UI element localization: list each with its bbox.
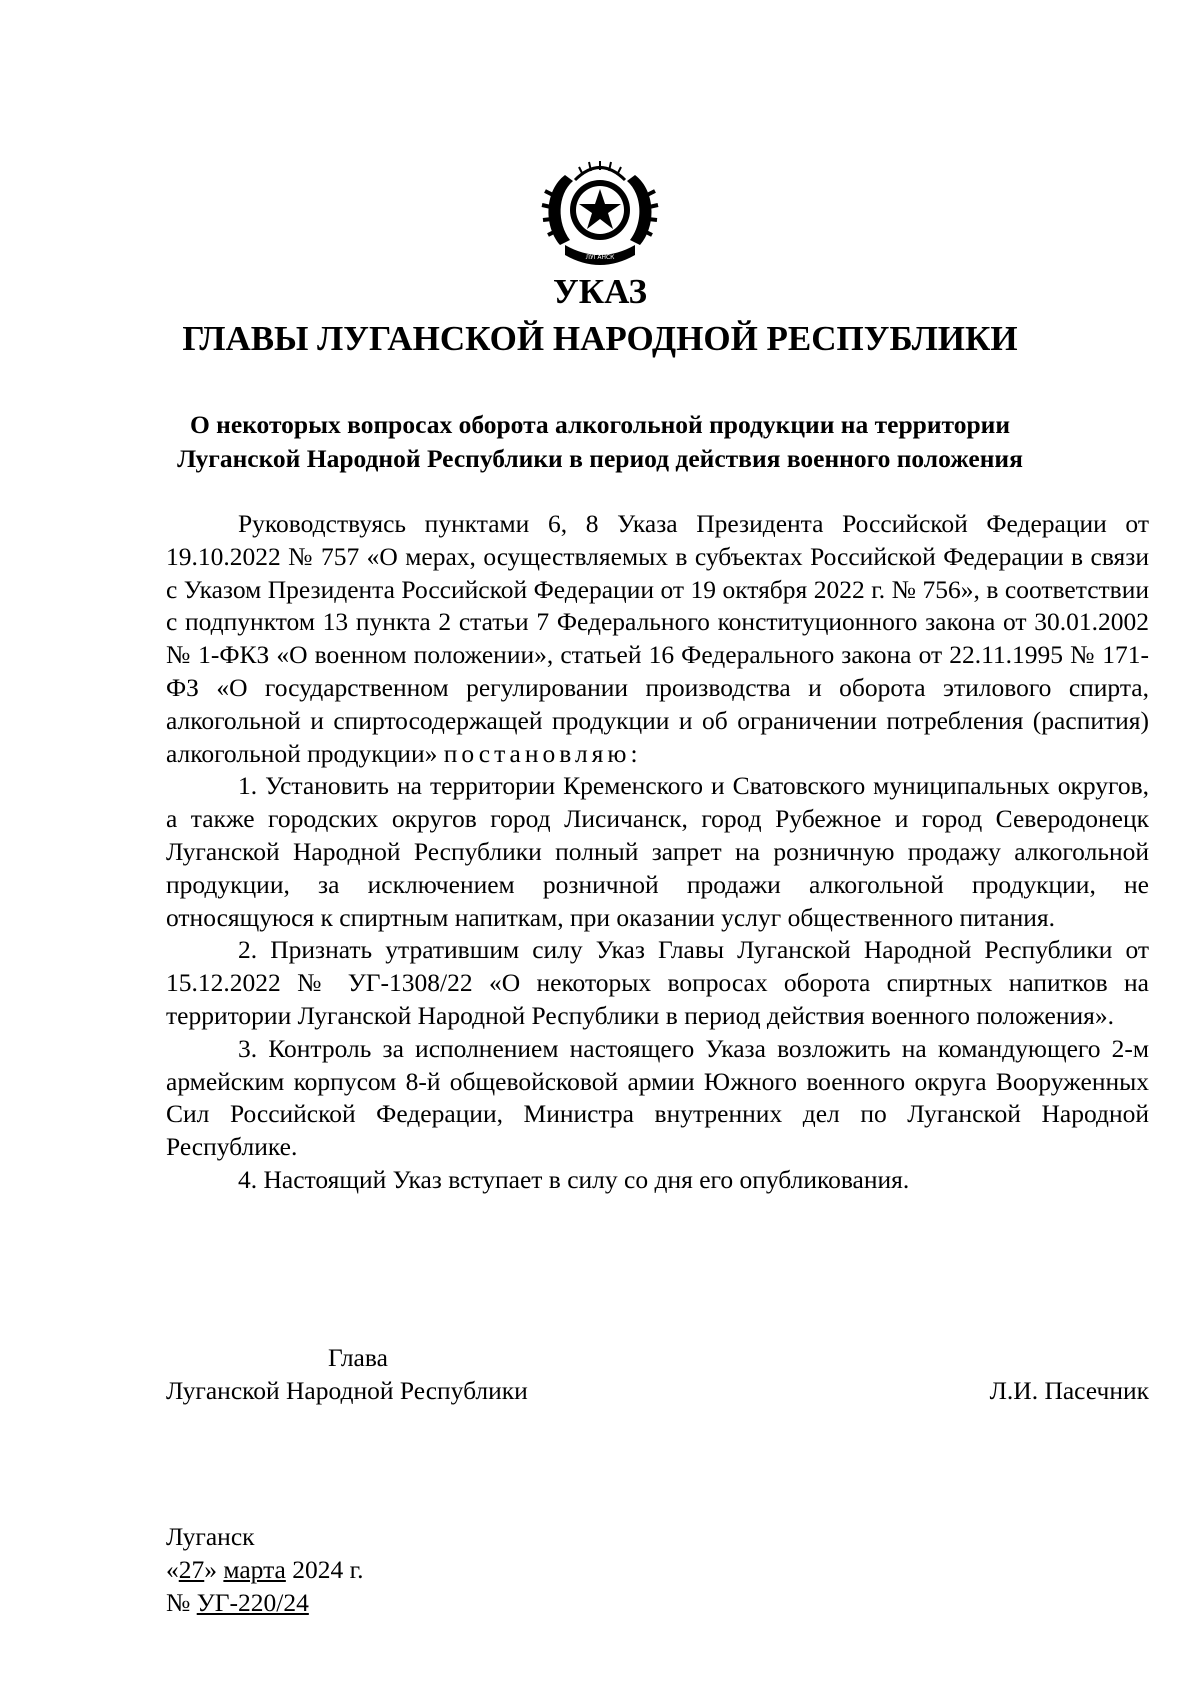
preamble-text: Руководствуясь пунктами 6, 8 Указа Президента Российской Федерации от 19.10.2022 № 757 «О мерах, осуществляемых в субъектах Российской Федерации в связи с Указом Президента Российской Федерации от 19 октября 2022 г. № 756», в соответствии с подпунктом 13 пункта 2 статьи 7 Федерального конституционного закона от 30.01.2002 № 1-ФКЗ «О военном положении», статьей 16 Федерального закона от 22.11.1995 № 171-ФЗ «О государственном регулировании производства и оборота этилового спирта, алкогольной и спиртосодержащей продукции и об ограничении потребления (распития) алкогольной продукции» — [166, 509, 1149, 768]
signature-organization: Луганской Народной Республики — [166, 1376, 528, 1405]
emblem-banner-text: ЛУГАНСК — [585, 254, 615, 261]
item-4: 4. Настоящий Указ вступает в силу со дня его опубликования. — [238, 1164, 910, 1194]
document-subtitle: ГЛАВЫ ЛУГАНСКОЙ НАРОДНОЙ РЕСПУБЛИКИ — [182, 319, 1018, 358]
item-1: 1. Установить на территории Кременского и Сватовского муниципальных округов, а также городских округов город Лисичанск, город Рубежное и город Северодонецк Луганской Народной Республики полный запрет на розничную продажу алкогольной продукции, за исключением розничной продажи алкогольной продукции, не относящуюся к спиртным напиткам, при оказании услуг общественного питания. — [166, 771, 1149, 932]
date-close-quote: » — [204, 1555, 217, 1584]
date-year: 2024 г. — [292, 1555, 364, 1584]
date-month: марта — [223, 1555, 286, 1584]
coat-of-arms-icon — [535, 145, 665, 275]
resolve-word: постановляю: — [443, 738, 642, 768]
subject-line-1: О некоторых вопросах оборота алкогольной продукции на территории — [189, 410, 1011, 439]
document-subject — [170, 408, 1030, 476]
item-2: 2. Признать утратившим силу Указ Главы Луганской Народной Республики от 15.12.2022 № УГ-1308/22 «О некоторых вопросах оборота спиртных напитков на территории Луганской Народной Республики в период действия военного положения». — [166, 935, 1149, 1030]
document-number — [166, 1586, 309, 1619]
number-value: УГ-220/24 — [196, 1588, 309, 1617]
item-3: 3. Контроль за исполнением настоящего Указа возложить на командующего 2-м армейским корпусом 8-й общевойсковой армии Южного военного округа Вооруженных Сил Российской Федерации, Министра внутренних дел по Луганской Народной Республике. — [166, 1033, 1149, 1162]
preamble-paragraph — [166, 508, 1149, 770]
document-body — [166, 508, 1149, 1197]
subject-line-2: Луганской Народной Республики в период действия военного положения — [177, 444, 1023, 473]
date-open-quote: « — [166, 1555, 179, 1584]
document-title: УКАЗ — [553, 272, 647, 311]
number-prefix: № — [166, 1588, 191, 1617]
signature-name: Л.И. Пасечник — [989, 1376, 1149, 1405]
issue-city: Луганск — [166, 1522, 255, 1551]
signature-title: Глава — [328, 1343, 388, 1372]
issue-date — [166, 1553, 364, 1586]
date-day: 27 — [178, 1555, 205, 1584]
